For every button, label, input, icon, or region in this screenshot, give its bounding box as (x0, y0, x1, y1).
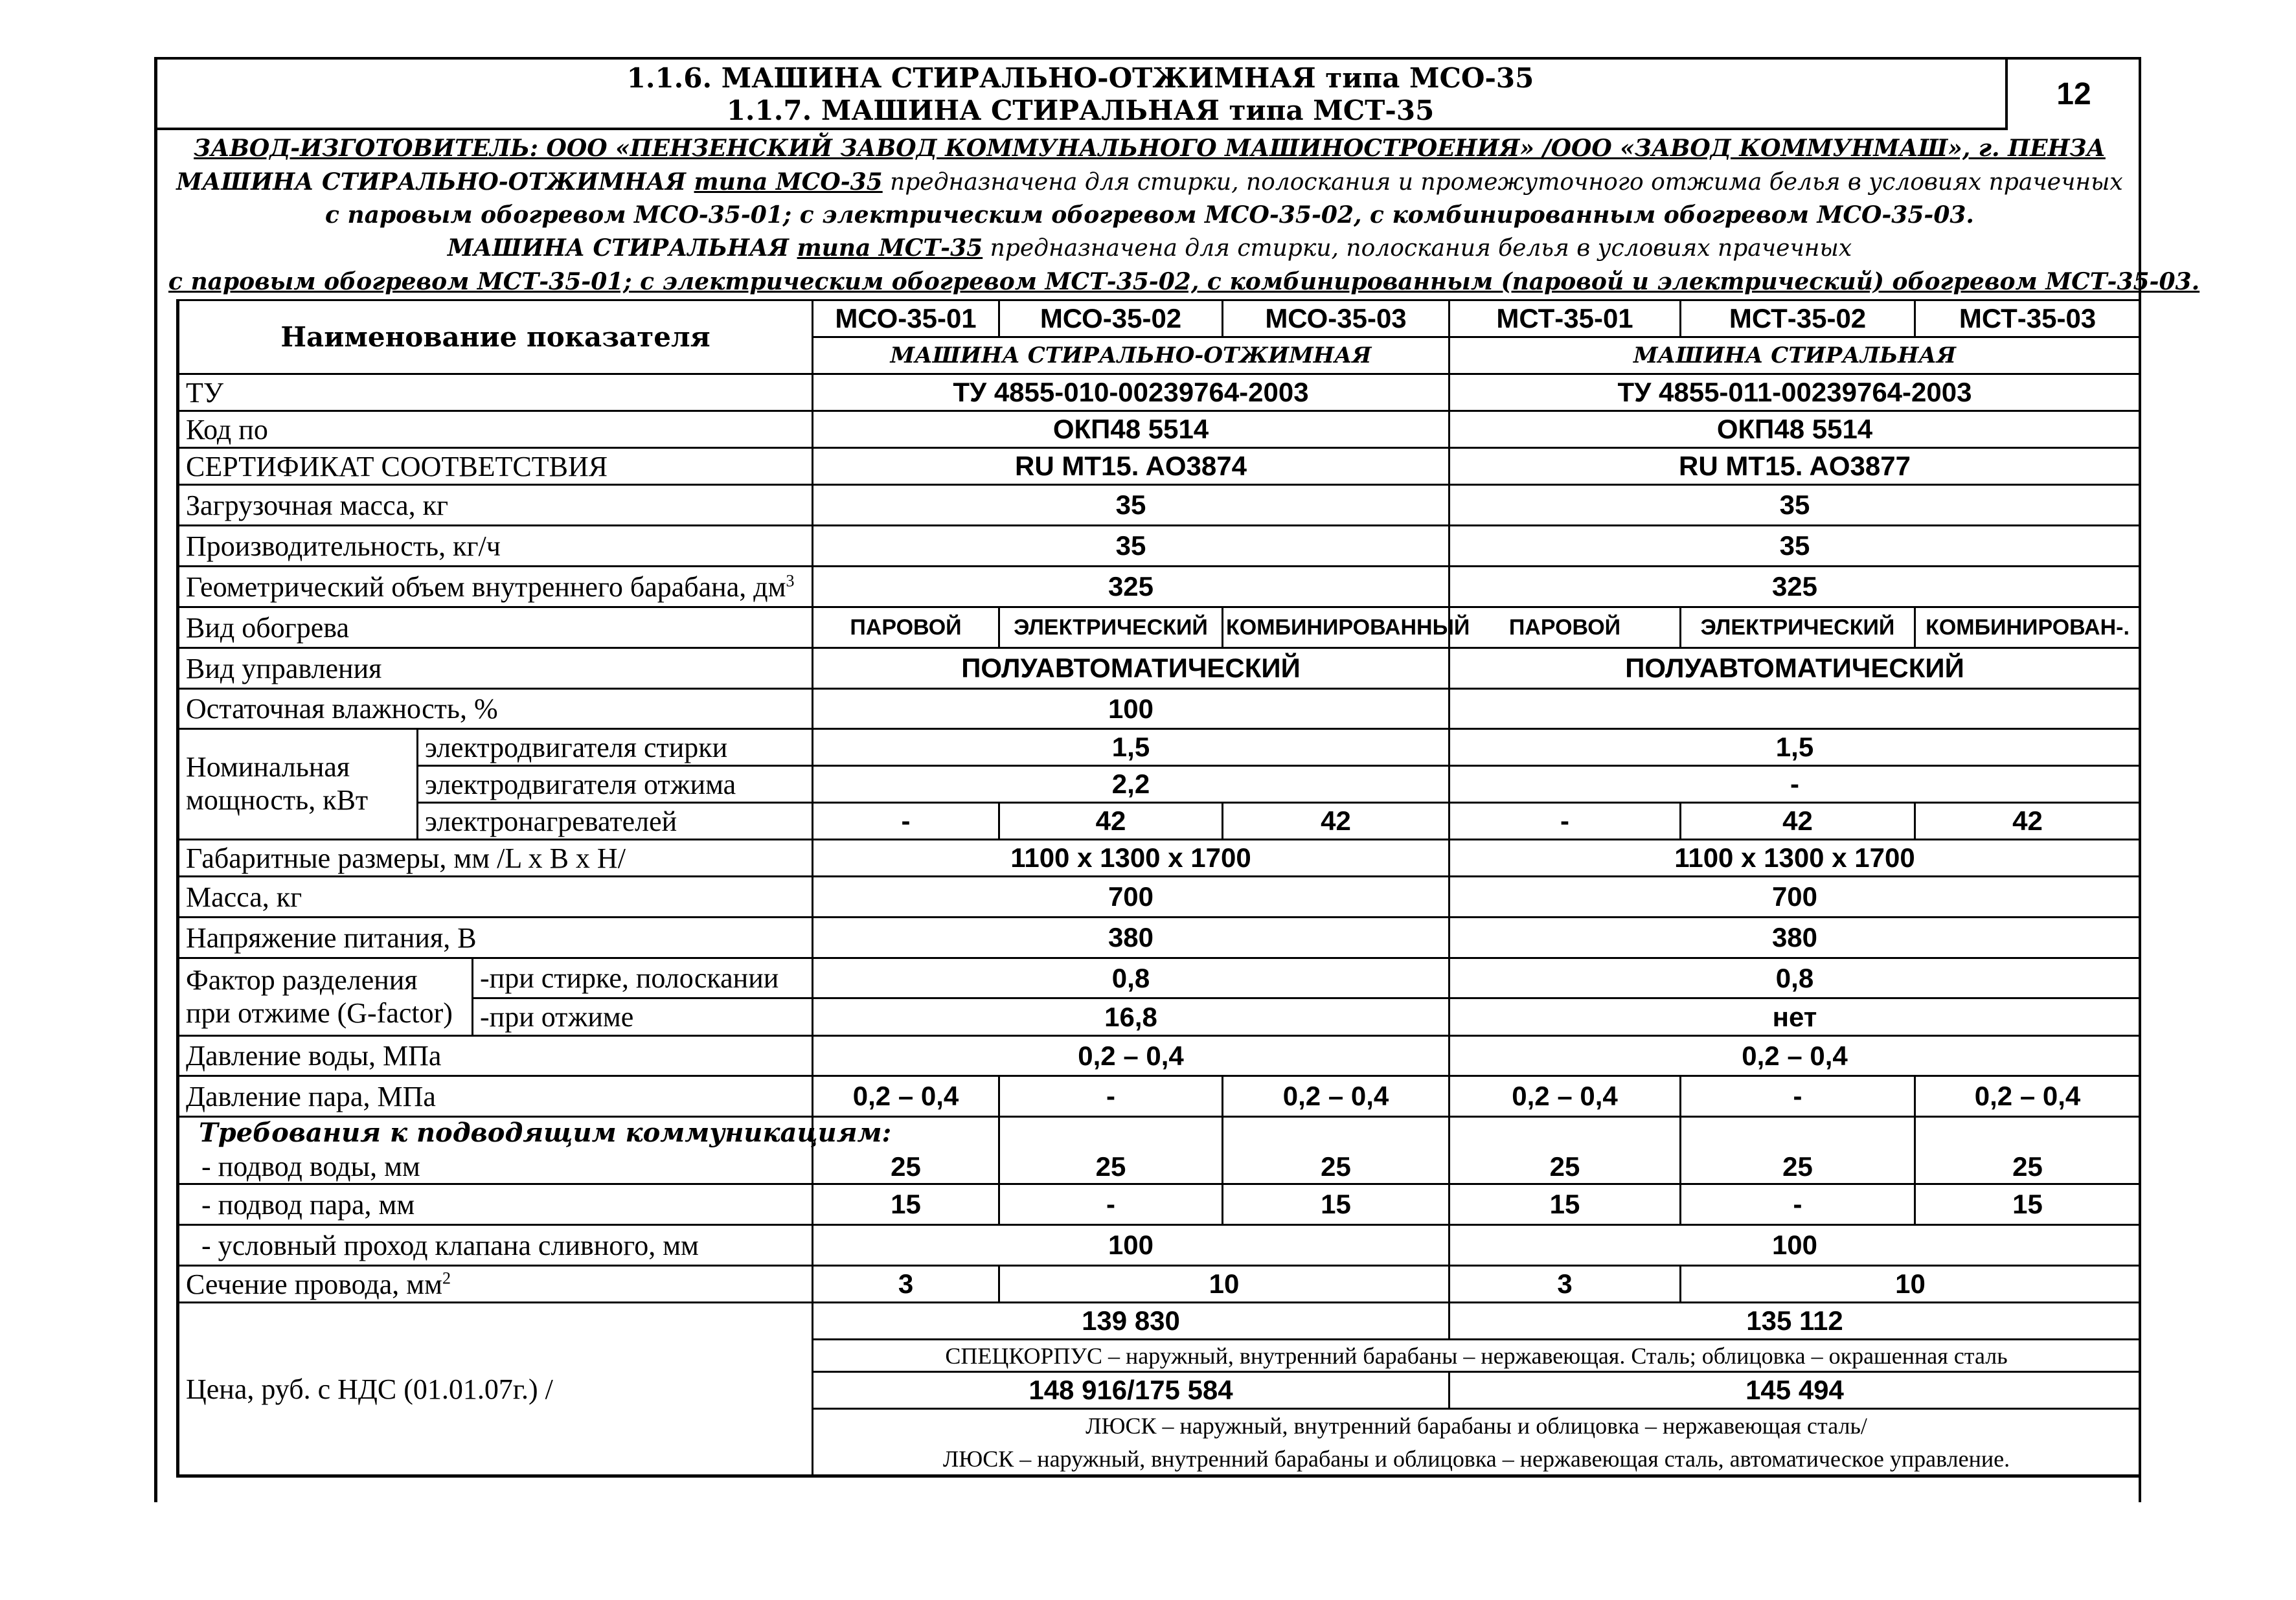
price-base-mso: 139 830 (813, 1303, 1449, 1340)
mst-type: типа МСТ-35 (797, 234, 983, 262)
row-label: Габаритные размеры, мм /L x B x H/ (178, 840, 813, 877)
spacer (1681, 1117, 1915, 1149)
spacer (1449, 1117, 1681, 1149)
heating-value: ЭЛЕКТРИЧЕСКИЙ (1681, 607, 1915, 648)
wire-mso-01: 3 (813, 1266, 999, 1303)
steam-pipe-value: - (1681, 1184, 1915, 1225)
spacer (1915, 1117, 2141, 1149)
mass-mst: 700 (1449, 877, 2141, 918)
model-mso-35-03: МСО-35-03 (1223, 300, 1449, 337)
water-pipe-value: 25 (1915, 1149, 2141, 1184)
row-label: Вид управления (178, 648, 813, 689)
row-label: Вид обогрева (178, 607, 813, 648)
power-group-label: Номинальная мощность, кВт (178, 729, 418, 840)
mso-purpose: предназначена для стирки, полоскания и промежуточного отжима белья в условиях прачечных (882, 169, 2123, 196)
control-mst: ПОЛУАВТОМАТИЧЕСКИЙ (1449, 648, 2141, 689)
tu-mst: ТУ 4855-011-00239764-2003 (1449, 374, 2141, 411)
power-wash-mso: 1,5 (813, 729, 1449, 766)
dimensions-mso: 1100 x 1300 x 1700 (813, 840, 1449, 877)
spec-table (176, 299, 2141, 1478)
row-label: -при отжиме (473, 998, 813, 1036)
mass-mso: 700 (813, 877, 1449, 918)
heater-value: 42 (1681, 803, 1915, 840)
wire-mso-rest: 10 (999, 1266, 1449, 1303)
mso-description (168, 168, 2131, 196)
row-label: - подвод воды, мм (178, 1149, 813, 1184)
heater-value: - (1449, 803, 1681, 840)
table-row (178, 877, 2141, 918)
table-row-models (178, 300, 2141, 337)
table-row (178, 1149, 2141, 1184)
dimensions-mst: 1100 x 1300 x 1700 (1449, 840, 2141, 877)
valve-mso: 100 (813, 1225, 1449, 1266)
okp-mso: ОКП48 5514 (813, 411, 1449, 448)
table-row (178, 766, 2141, 803)
title-box (155, 58, 2008, 130)
table-row (178, 840, 2141, 877)
water-pipe-value: 25 (1223, 1149, 1449, 1184)
table-row (178, 729, 2141, 766)
steam-pressure-value: 0,2 – 0,4 (1915, 1076, 2141, 1117)
communications-heading: Требования к подводящим коммуникациям: (178, 1117, 813, 1149)
mst-description (168, 234, 2131, 262)
row-label: Давление пара, МПа (178, 1076, 813, 1117)
table-row (178, 526, 2141, 567)
steam-pressure-value: - (999, 1076, 1223, 1117)
steam-pipe-value: - (999, 1184, 1223, 1225)
row-label: -при стирке, полоскании (473, 958, 813, 998)
steam-pipe-value: 15 (1223, 1184, 1449, 1225)
row-label: Загрузочная масса, кг (178, 485, 813, 526)
mso-type: типа МСО-35 (694, 168, 883, 196)
water-pipe-value: 25 (1681, 1149, 1915, 1184)
wire-unit-sup: 2 (442, 1268, 451, 1287)
power-wash-mst: 1,5 (1449, 729, 2141, 766)
title-line-2: 1.1.7. МАШИНА СТИРАЛЬНАЯ типа МСТ-35 (726, 95, 1435, 126)
gfactor-wash-mst: 0,8 (1449, 958, 2141, 998)
table-row (178, 1076, 2141, 1117)
model-mso-35-01: МСО-35-01 (813, 300, 999, 337)
voltage-mso: 380 (813, 918, 1449, 958)
spacer (999, 1117, 1223, 1149)
table-row (178, 1225, 2141, 1266)
table-row (178, 1266, 2141, 1303)
gfactor-spin-mso: 16,8 (813, 998, 1449, 1036)
wire-label: Сечение провода, мм (186, 1268, 442, 1300)
table-row (178, 1036, 2141, 1076)
heating-value: ПАРОВОЙ (813, 607, 999, 648)
page-number: 12 (2056, 77, 2091, 111)
productivity-mst: 35 (1449, 526, 2141, 567)
lux-note-2: ЛЮСК – наружный, внутренний барабаны и облицовка – нержавеющая сталь, автоматическое управление. (813, 1443, 2141, 1476)
table-row (178, 1303, 2141, 1340)
productivity-mso: 35 (813, 526, 1449, 567)
row-label: электродвигателя стирки (418, 729, 813, 766)
table-row (178, 448, 2141, 485)
heating-value: КОМБИНИРОВАН-. (1915, 607, 2141, 648)
row-label (178, 567, 813, 607)
humidity-mso: 100 (813, 689, 1449, 729)
price-spec-mst: 145 494 (1449, 1372, 2141, 1409)
heating-value: КОМБИНИРОВАННЫЙ (1223, 607, 1449, 648)
valve-mst: 100 (1449, 1225, 2141, 1266)
group-mst: МАШИНА СТИРАЛЬНАЯ (1449, 337, 2141, 374)
price-base-mst: 135 112 (1449, 1303, 2141, 1340)
model-mso-35-02: МСО-35-02 (999, 300, 1223, 337)
table-row (178, 689, 2141, 729)
mso-name: МАШИНА СТИРАЛЬНО-ОТЖИМНАЯ (176, 168, 694, 196)
steam-pressure-value: - (1681, 1076, 1915, 1117)
table-row (178, 803, 2141, 840)
cert-mst: RU MT15. AO3877 (1449, 448, 2141, 485)
spacer (1223, 1117, 1449, 1149)
spec-body-note: СПЕЦКОРПУС – наружный, внутренний барабаны – нержавеющая. Сталь; облицовка – окрашенная сталь (813, 1340, 2141, 1372)
row-label: ТУ (178, 374, 813, 411)
row-label: Код по (178, 411, 813, 448)
volume-label: Геометрический объем внутреннего барабана, дм (186, 570, 786, 603)
group-mso: МАШИНА СТИРАЛЬНО-ОТЖИМНАЯ (813, 337, 1449, 374)
heating-value: ЭЛЕКТРИЧЕСКИЙ (999, 607, 1223, 648)
table-row (178, 411, 2141, 448)
table-row (178, 485, 2141, 526)
model-mst-35-01: МСТ-35-01 (1449, 300, 1681, 337)
heater-value: 42 (999, 803, 1223, 840)
row-label: Остаточная влажность, % (178, 689, 813, 729)
table-row (178, 998, 2141, 1036)
heater-value: - (813, 803, 999, 840)
row-label: Напряжение питания, В (178, 918, 813, 958)
humidity-mst (1449, 689, 2141, 729)
row-label: СЕРТИФИКАТ СООТВЕТСТВИЯ (178, 448, 813, 485)
title-line-1: 1.1.6. МАШИНА СТИРАЛЬНО-ОТЖИМНАЯ типа МСО-35 (626, 62, 1534, 94)
water-pressure-mst: 0,2 – 0,4 (1449, 1036, 2141, 1076)
table-row (178, 567, 2141, 607)
row-label: электронагревателей (418, 803, 813, 840)
model-mst-35-03: МСТ-35-03 (1915, 300, 2141, 337)
price-spec-mso: 148 916/175 584 (813, 1372, 1449, 1409)
heater-value: 42 (1223, 803, 1449, 840)
gfactor-spin-mst: нет (1449, 998, 2141, 1036)
steam-pipe-value: 15 (813, 1184, 999, 1225)
volume-unit-sup: 3 (786, 570, 795, 590)
row-label: Давление воды, МПа (178, 1036, 813, 1076)
table-row (178, 648, 2141, 689)
row-label: Масса, кг (178, 877, 813, 918)
mst-name: МАШИНА СТИРАЛЬНАЯ (447, 234, 797, 262)
table-row (178, 918, 2141, 958)
water-pipe-value: 25 (813, 1149, 999, 1184)
water-pipe-value: 25 (999, 1149, 1223, 1184)
gfactor-wash-mso: 0,8 (813, 958, 1449, 998)
cert-mso: RU MT15. AO3874 (813, 448, 1449, 485)
row-label: Производительность, кг/ч (178, 526, 813, 567)
water-pressure-mso: 0,2 – 0,4 (813, 1036, 1449, 1076)
wire-mst-01: 3 (1449, 1266, 1681, 1303)
steam-pressure-value: 0,2 – 0,4 (1223, 1076, 1449, 1117)
voltage-mst: 380 (1449, 918, 2141, 958)
gfactor-group-label: Фактор разделения при отжиме (G-factor) (178, 958, 473, 1036)
mst-purpose: предназначена для стирки, полоскания белья в условиях прачечных (983, 235, 1852, 262)
header-label: Наименование показателя (178, 300, 813, 374)
tu-mso: ТУ 4855-010-00239764-2003 (813, 374, 1449, 411)
steam-pipe-value: 15 (1915, 1184, 2141, 1225)
row-label: - подвод пара, мм (178, 1184, 813, 1225)
table-row (178, 1184, 2141, 1225)
water-pipe-value: 25 (1449, 1149, 1681, 1184)
volume-mst: 325 (1449, 567, 2141, 607)
row-label: электродвигателя отжима (418, 766, 813, 803)
price-label: Цена, руб. с НДС (01.01.07г.) / (178, 1303, 813, 1476)
row-label (178, 1266, 813, 1303)
mst-variants: с паровым обогревом МСТ-35-01; с электрическим обогревом МСТ-35-02, с комбинированным (паровой и электрический) обогревом МСТ-35-03. (168, 268, 2200, 295)
steam-pressure-value: 0,2 – 0,4 (1449, 1076, 1681, 1117)
wire-mst-rest: 10 (1681, 1266, 2141, 1303)
model-mst-35-02: МСТ-35-02 (1681, 300, 1915, 337)
power-spin-mst: - (1449, 766, 2141, 803)
mso-variants: с паровым обогревом МСО-35-01; с электрическим обогревом МСО-35-02, с комбинированным обогревом МСО-35-03. (325, 201, 1974, 229)
steam-pipe-value: 15 (1449, 1184, 1681, 1225)
row-label: - условный проход клапана сливного, мм (178, 1225, 813, 1266)
manufacturer-line: ЗАВОД-ИЗГОТОВИТЕЛЬ: ООО «ПЕНЗЕНСКИЙ ЗАВОД КОММУНАЛЬНОГО МАШИНОСТРОЕНИЯ» /ООО «ЗАВОД КОММУНМАШ», г. ПЕНЗА (194, 135, 2106, 162)
okp-mst: ОКП48 5514 (1449, 411, 2141, 448)
lux-note-1: ЛЮСК – наружный, внутренний барабаны и облицовка – нержавеющая сталь/ (813, 1409, 2141, 1443)
table-row (178, 607, 2141, 648)
table-row (178, 958, 2141, 998)
table-row (178, 1117, 2141, 1149)
heater-value: 42 (1915, 803, 2141, 840)
load-mso: 35 (813, 485, 1449, 526)
heating-value: ПАРОВОЙ (1449, 607, 1681, 648)
load-mst: 35 (1449, 485, 2141, 526)
volume-mso: 325 (813, 567, 1449, 607)
power-spin-mso: 2,2 (813, 766, 1449, 803)
steam-pressure-value: 0,2 – 0,4 (813, 1076, 999, 1117)
table-row (178, 374, 2141, 411)
control-mso: ПОЛУАВТОМАТИЧЕСКИЙ (813, 648, 1449, 689)
